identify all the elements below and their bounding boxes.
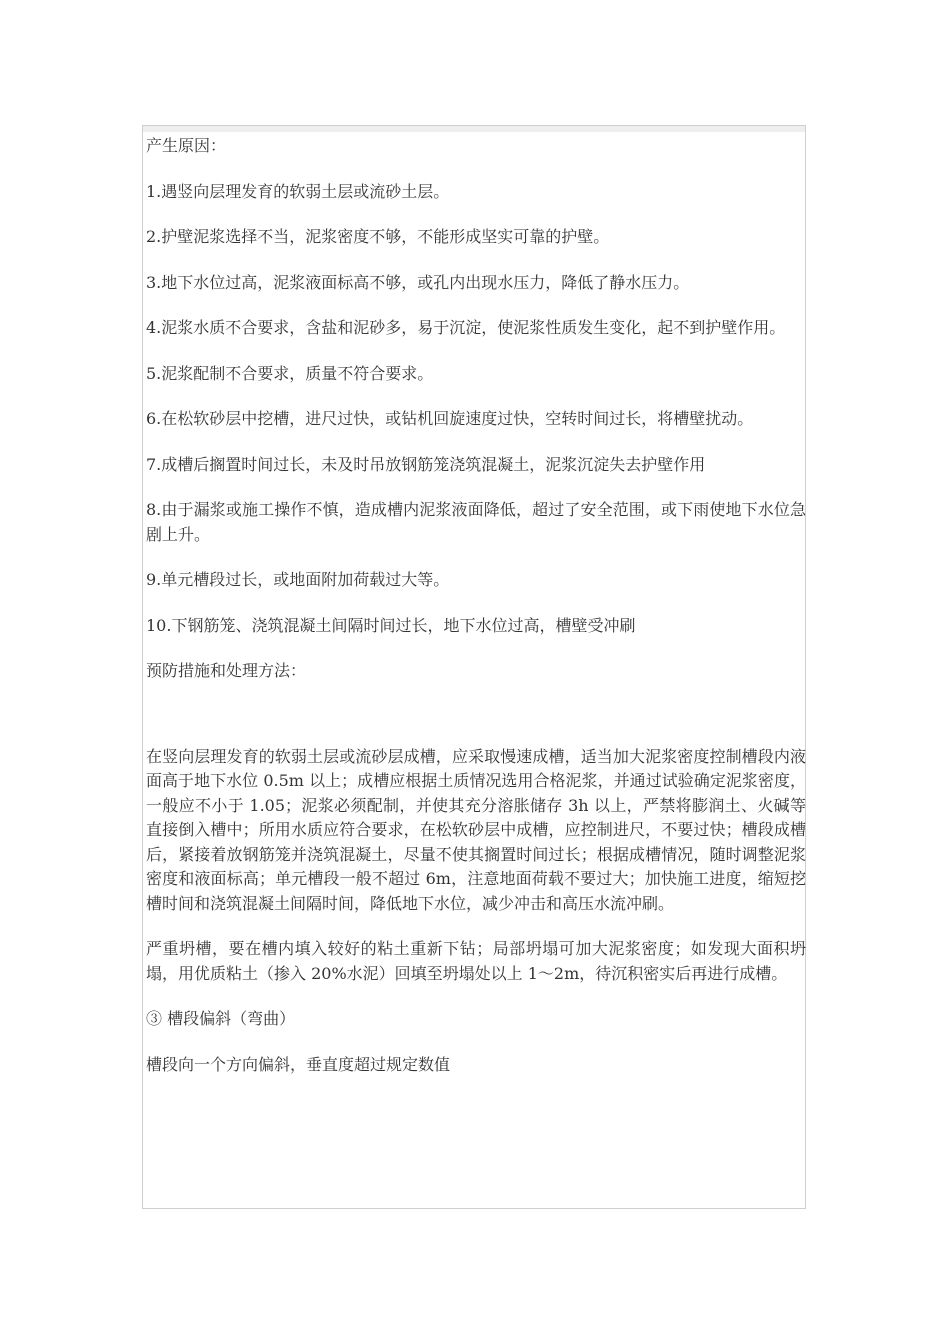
cause-item-1: 1.遇竖向层理发育的软弱土层或流砂土层。 bbox=[146, 181, 450, 201]
cause-item-2: 2.护壁泥浆选择不当，泥浆密度不够，不能形成坚实可靠的护壁。 bbox=[146, 227, 610, 246]
prevention-paragraph-2: 严重坍槽，要在槽内填入较好的粘土重新下钻；局部坍塌可加大泥浆密度；如发现大面积坍塌，用优质粘土（掺入 20%水泥）回填至坍塌处以上 1～2m，待沉积密实后再进行成槽。 bbox=[146, 939, 806, 983]
cause-item-7: 7.成槽后搁置时间过长，未及时吊放钢筋笼浇筑混凝土，泥浆沉淀失去护壁作用 bbox=[146, 454, 706, 474]
cause-item-10: 10.下钢筋笼、浇筑混凝土间隔时间过长，地下水位过高，槽壁受冲刷 bbox=[146, 615, 636, 635]
cause-heading: 产生原因： bbox=[146, 136, 227, 155]
cause-item-5: 5.泥浆配制不合要求，质量不符合要求。 bbox=[146, 363, 434, 383]
document-frame bbox=[142, 125, 806, 1209]
section-3-description: 槽段向一个方向偏斜，垂直度超过规定数值 bbox=[146, 1054, 451, 1074]
cause-item-8: 8.由于漏浆或施工操作不慎，造成槽内泥浆液面降低，超过了安全范围，或下雨使地下水位急剧上升。 bbox=[146, 500, 806, 544]
cause-item-3: 3.地下水位过高，泥浆液面标高不够，或孔内出现水压力，降低了静水压力。 bbox=[146, 272, 690, 292]
top-strip bbox=[143, 126, 805, 132]
cause-item-4: 4.泥浆水质不合要求，含盐和泥砂多，易于沉淀，使泥浆性质发生变化，起不到护壁作用。 bbox=[146, 318, 786, 337]
prevention-heading: 预防措施和处理方法： bbox=[146, 661, 307, 680]
prevention-paragraph-1: 在竖向层理发育的软弱土层或流砂层成槽，应采取慢速成槽，适当加大泥浆密度控制槽段内液面高于地下水位 0.5m 以上；成槽应根据土质情况选用合格泥浆，并通过试验确定泥浆密度，一般应不小于 1.05；泥浆必须配制，并使其充分溶胀储存 3h 以上，严禁将膨润土、火碱等直接倒入槽中；所用水质应符合要求，在松软砂层中成槽，应控制进尺，不要过快；槽段成槽后，紧接着放钢筋笼并浇筑混凝土，尽量不使其搁置时间过长；根据成槽情况，随时调整泥浆密度和液面标高；单元槽段一般不超过 6m，注意地面荷载不要过大；加快施工进度，缩短挖槽时间和浇筑混凝土间隔时间，降低地下水位，减少冲击和高压水流冲刷。 bbox=[146, 746, 806, 913]
document-content bbox=[146, 134, 806, 1077]
section-3-heading: ③ 槽段偏斜（弯曲） bbox=[146, 1009, 296, 1028]
cause-item-9: 9.单元槽段过长，或地面附加荷载过大等。 bbox=[146, 570, 450, 589]
cause-item-6: 6.在松软砂层中挖槽，进尺过快，或钻机回旋速度过快，空转时间过长，将槽壁扰动。 bbox=[146, 409, 754, 428]
